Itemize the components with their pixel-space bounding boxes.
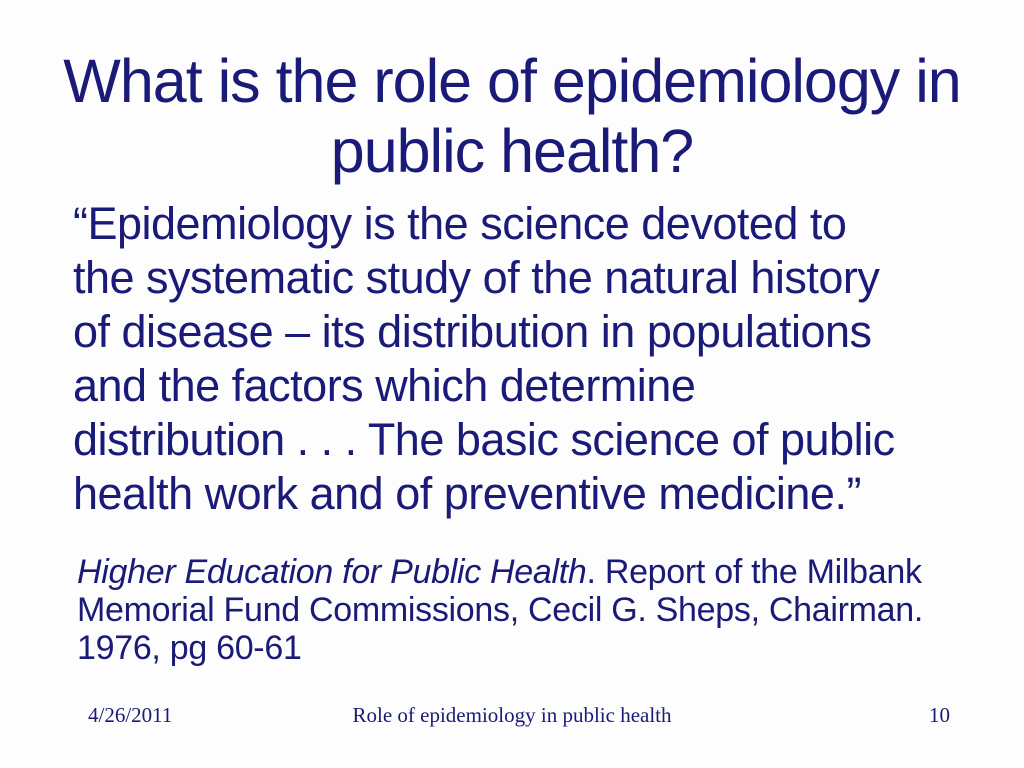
slide-footer: [0, 700, 1024, 730]
quote-line: of disease – its distribution in populations: [73, 306, 872, 357]
quote-line: the systematic study of the natural history: [73, 252, 880, 303]
quote-paragraph: [73, 197, 1004, 521]
footer-date: 4/26/2011: [88, 703, 173, 727]
quote-line: health work and of preventive medicine.”: [73, 468, 861, 519]
citation-book-title: Higher Education for Public Health: [77, 553, 587, 591]
quote-line: “Epidemiology is the science devoted to: [73, 198, 847, 249]
citation-line: Memorial Fund Commissions, Cecil G. Sheps, Chairman.: [77, 591, 924, 629]
quote-line: distribution . . . The basic science of public: [73, 414, 895, 465]
footer-page-number: 10: [929, 703, 950, 727]
footer-title: Role of epidemiology in public health: [352, 703, 672, 727]
citation-text: . Report of the Milbank: [586, 553, 922, 591]
citation-line: 1976, pg 60-61: [77, 629, 302, 667]
title-line: What is the role of epidemiology in: [63, 47, 961, 115]
slide-title: [0, 46, 1024, 186]
citation-line: [77, 553, 1004, 591]
quote-line: and the factors which determine: [73, 360, 696, 411]
citation-paragraph: [77, 553, 1004, 667]
title-line: public health?: [330, 117, 694, 185]
